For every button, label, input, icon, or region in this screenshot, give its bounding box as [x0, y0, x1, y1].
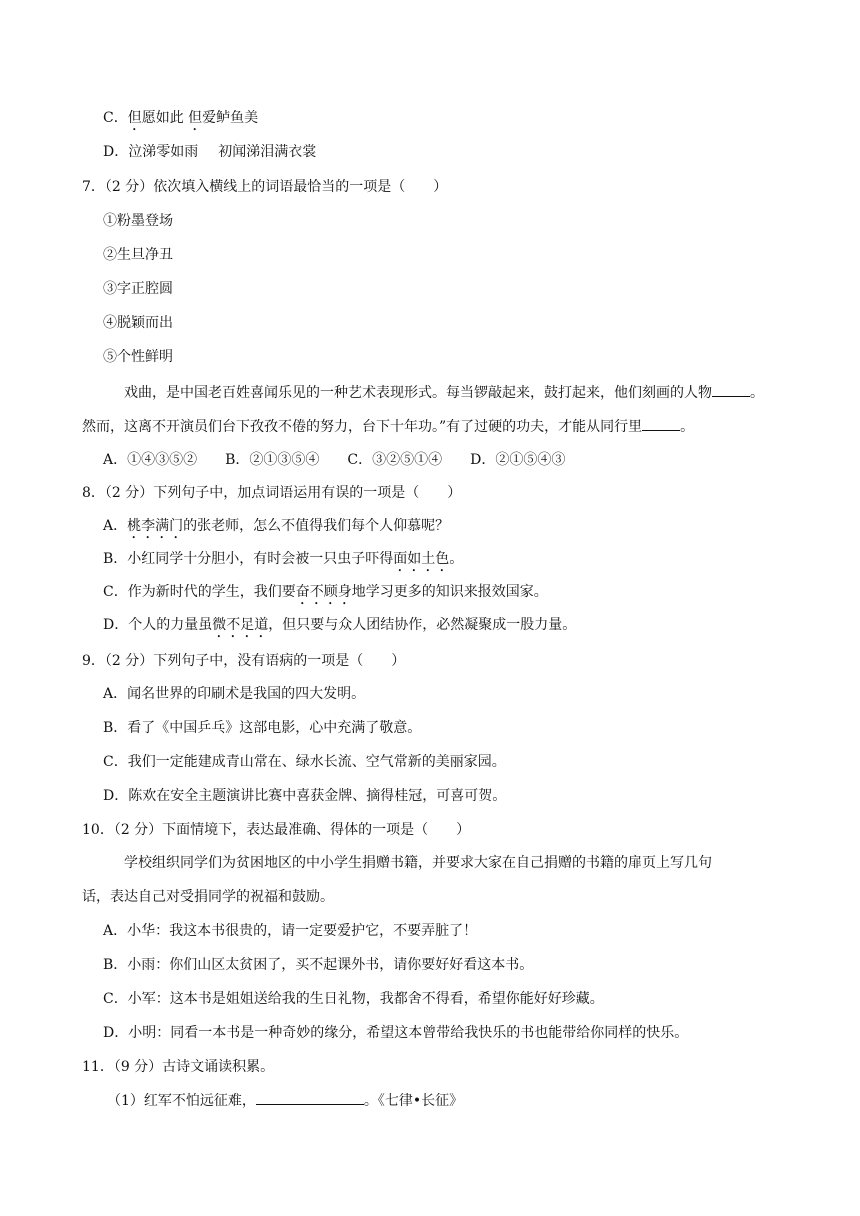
q7-option-a[interactable]: A．①④③⑤②	[103, 452, 198, 468]
dotted-phrase: 面如土色	[393, 551, 450, 567]
q7-item-3: ③字正腔圆	[103, 281, 173, 297]
q6-option-d: D．泣涕零如雨 初闻涕泪满衣裳	[103, 144, 317, 160]
q9-option-b[interactable]: B．看了《中国乒乓》这部电影，心中充满了敬意。	[103, 720, 422, 736]
q11-stem: 11．（9 分）古诗文诵读积累。	[82, 1059, 275, 1075]
q7-passage-line2: 然而，这离不开演员们台下孜孜不倦的努力，台下十年功。”有了过硬的功夫，才能从同行里 。	[82, 416, 694, 437]
dotted-phrase: 奋不顾身	[295, 584, 352, 600]
q7-item-1: ①粉墨登场	[103, 213, 173, 229]
dotted-char: 但	[127, 110, 142, 126]
q9-option-a[interactable]: A．闻名世界的印刷术是我国的四大发明。	[103, 686, 366, 702]
q7-stem: 7．（2 分）依次填入横线上的词语最恰当的一项是（ ）	[82, 179, 448, 195]
q10-scenario-line2: 话，表达自己对受捐同学的祝福和鼓励。	[82, 889, 334, 905]
q8-stem: 8．（2 分）下列句子中，加点词语运用有误的一项是（ ）	[82, 485, 462, 501]
q7-option-d[interactable]: D．②①⑤④③	[470, 452, 566, 468]
q8-option-c[interactable]: C．作为新时代的学生，我们要奋不顾身地学习更多的知识来报效国家。	[103, 584, 548, 600]
q10-option-b[interactable]: B．小雨：你们山区太贫困了，买不起课外书，请你要好好看这本书。	[103, 957, 534, 973]
q7-item-5: ⑤个性鲜明	[103, 349, 173, 365]
q7-options	[103, 450, 593, 470]
q7-option-c[interactable]: C．③②⑤①④	[347, 452, 443, 468]
q10-option-c[interactable]: C．小军：这本书是姐姐送给我的生日礼物，我都舍不得看，希望你能好好珍藏。	[103, 991, 604, 1007]
q7-passage-line1: 戏曲，是中国老百姓喜闻乐见的一种艺术表现形式。每当锣敲起来，鼓打起来，他们刻画的人物 。	[124, 382, 764, 403]
answer-blank[interactable]	[256, 1090, 364, 1105]
q11-item-1: （1）红军不怕远征难， 。《七律•长征》	[107, 1090, 463, 1111]
q9-option-c[interactable]: C．我们一定能建成青山常在、绿水长流、空气常新的美丽家园。	[103, 754, 506, 770]
q8-option-d[interactable]: D．个人的力量虽微不足道，但只要与众人团结协作，必然凝聚成一股力量。	[103, 617, 577, 633]
dotted-char: 但	[188, 110, 203, 126]
q10-option-d[interactable]: D．小明：同看一本书是一种奇妙的缘分，希望这本曾带给我快乐的书也能带给你同样的快乐。	[103, 1025, 689, 1041]
dotted-phrase: 微不足道	[212, 617, 269, 633]
q9-stem: 9．（2 分）下列句子中，没有语病的一项是（ ）	[82, 653, 406, 669]
dotted-phrase: 桃李满门	[127, 518, 184, 534]
q10-option-a[interactable]: A．小华：我这本书很贵的，请一定要爱护它，不要弄脏了！	[103, 923, 478, 939]
answer-blank[interactable]	[712, 382, 750, 397]
q7-item-2: ②生旦净丑	[103, 247, 173, 263]
q7-item-4: ④脱颖而出	[103, 315, 173, 331]
q8-option-a[interactable]: A．桃李满门的张老师，怎么不值得我们每个人仰慕呢？	[103, 518, 450, 534]
q7-option-b[interactable]: B．②①③⑤④	[225, 452, 320, 468]
q8-option-b[interactable]: B．小红同学十分胆小，有时会被一只虫子吓得面如土色。	[103, 551, 464, 567]
answer-blank[interactable]	[642, 416, 680, 431]
q10-stem: 10．（2 分）下面情境下，表达最准确、得体的一项是（ ）	[82, 822, 471, 838]
q9-option-d[interactable]: D．陈欢在安全主题演讲比赛中喜获金牌、摘得桂冠，可喜可贺。	[103, 788, 507, 804]
q6-option-c: C．但愿如此 但爱鲈鱼美	[103, 110, 259, 126]
q10-scenario-line1: 学校组织同学们为贫困地区的中小学生捐赠书籍，并要求大家在自己捐赠的书籍的扉页上写几句	[124, 855, 712, 871]
